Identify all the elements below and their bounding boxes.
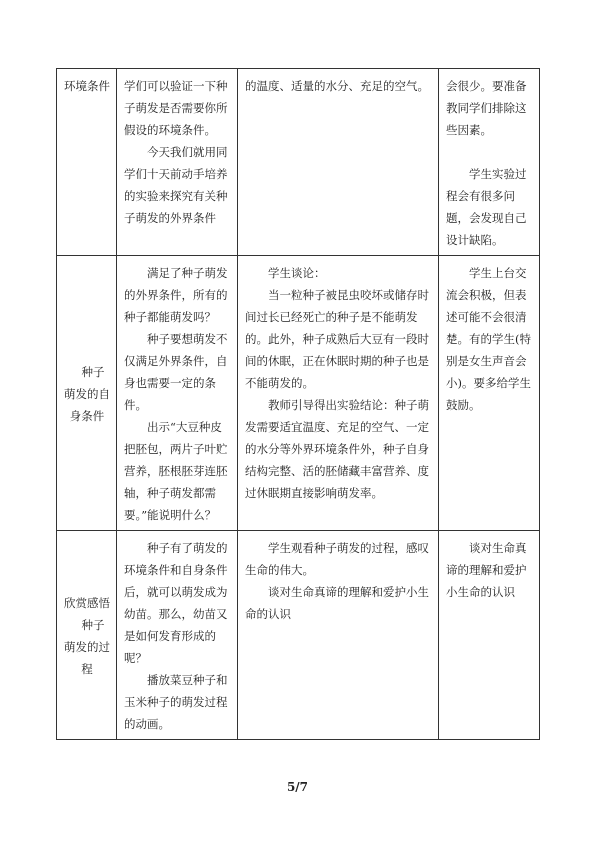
teacher-paragraph: 种子要想萌发不仅满足外界条件，自身也需要一定的条件。 [124, 332, 228, 412]
table-row [57, 69, 540, 256]
table-row [57, 531, 540, 740]
teacher-paragraph: 种子有了萌发的环境条件和自身条件后，就可以萌发成为幼苗。那么，幼苗又是如何发育形成的呢？ [124, 541, 228, 665]
stage-name-line: 程 [81, 662, 93, 676]
student-paragraph: 学生观看种子萌发的过程，感叹生命的伟大。 [245, 541, 429, 577]
page-number: 5/7 [286, 780, 309, 794]
student-paragraph: 当一粒种子被昆虫咬坏或储存时间过长已经死亡的种子是不能萌发的。此外，种子成熟后大豆有一段时间的休眠，正在休眠时期的种子也是不能萌发的。 [245, 288, 429, 390]
teacher-activity-cell [117, 69, 238, 256]
stage-name-line: 欣赏感悟 [64, 596, 110, 610]
design-intent-cell [439, 531, 540, 740]
teacher-paragraph: 满足了种子萌发的外界条件，所有的种子都能萌发吗？ [124, 266, 228, 324]
stage-name-line: 萌发的过 [64, 640, 110, 654]
student-activity-cell [238, 256, 439, 531]
stage-name-line: 萌发的自 [64, 387, 110, 401]
student-activity-cell [238, 69, 439, 256]
lesson-plan-table [56, 68, 540, 740]
teacher-paragraph: 今天我们就用同学们十天前动手培养的实验来探究有关种子萌发的外界条件 [124, 145, 228, 225]
stage-name-line: 身条件 [69, 409, 105, 423]
intent-paragraph: 学生实验过程会有很多问题，会发现自己设计缺陷。 [446, 167, 527, 247]
stage-name-cell [57, 69, 117, 256]
table-row [57, 256, 540, 531]
teacher-activity-cell [117, 256, 238, 531]
student-paragraph: 谈对生命真谛的理解和爱护小生命的认识 [245, 585, 429, 621]
stage-name-line: 种子 [81, 618, 105, 632]
teacher-paragraph: 播放菜豆种子和玉米种子的萌发过程的动画。 [124, 673, 228, 731]
student-activity-cell [238, 531, 439, 740]
stage-name-line: 环境条件 [64, 79, 110, 93]
student-paragraph: 的温度、适量的水分、充足的空气。 [245, 79, 429, 93]
intent-paragraph: 学生上台交流会积极，但表述可能不会很清楚。有的学生(特别是女生声音会小)。要多给学生鼓励。 [446, 266, 531, 412]
intent-paragraph: 会很少。要准备教同学们排除这些因素。 [446, 79, 527, 137]
stage-name-cell [57, 256, 117, 531]
intent-paragraph: 谈对生命真谛的理解和爱护小生命的认识 [446, 541, 527, 599]
design-intent-cell [439, 69, 540, 256]
design-intent-cell [439, 256, 540, 531]
teacher-paragraph: 出示“大豆种皮把胚包，两片子叶贮营养，胚根胚芽连胚轴，种子萌发都需要。”能说明什么？ [124, 420, 228, 522]
teacher-activity-cell [117, 531, 238, 740]
student-paragraph: 教师引导得出实验结论：种子萌发需要适宜温度、充足的空气、一定的水分等外界环境条件外，种子自身结构完整、活的胚储藏丰富营养、度过休眠期直接影响萌发率。 [245, 398, 429, 500]
stage-name-cell [57, 531, 117, 740]
student-paragraph: 学生谈论： [268, 266, 326, 280]
stage-name-line: 种子 [81, 365, 105, 379]
teacher-paragraph: 学们可以验证一下种子萌发是否需要你所假设的环境条件。 [124, 79, 228, 137]
